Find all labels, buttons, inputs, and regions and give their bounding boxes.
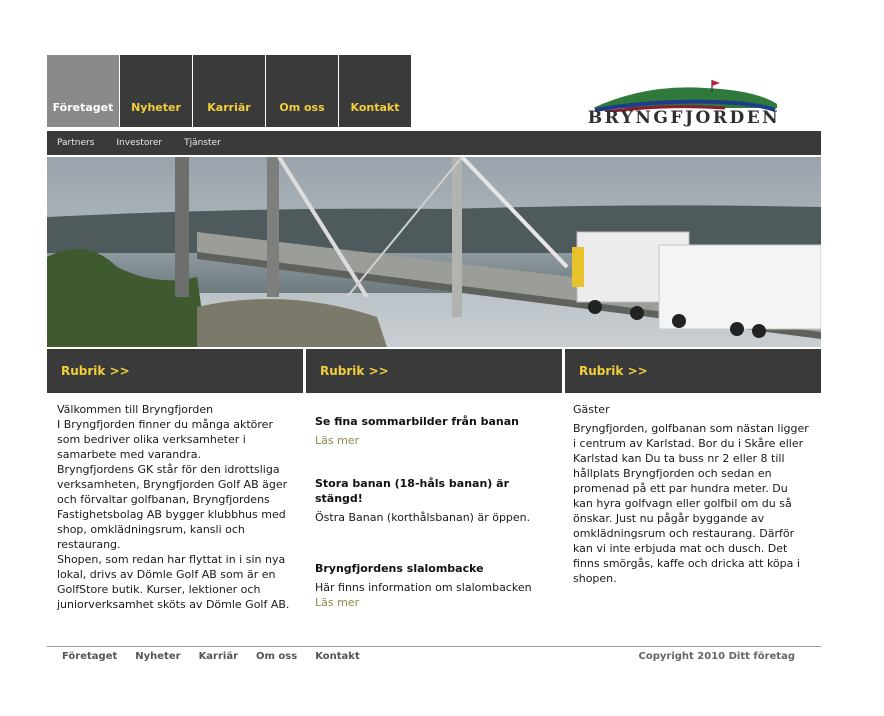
guests-heading: Gäster <box>573 403 610 416</box>
logo-text: BRYNGFJORDEN <box>587 108 781 128</box>
read-more-link-1[interactable]: Läs mer <box>315 434 360 447</box>
news-title-2[interactable]: Stora banan (18-håls banan) är stängd! <box>315 477 510 505</box>
tab-karriar[interactable]: Karriär <box>193 55 265 127</box>
news-text-3: Här finns information om slalombacken <box>315 581 532 594</box>
column-header-3[interactable]: Rubrik >> <box>565 349 821 393</box>
welcome-line-4: Shopen, som redan har flyttat in i sin nya lokal, drivs av Dömle Golf AB som är en GolfStore butik. Kurser, lektioner och juniorverksamhet sköts av Dömle Golf AB. <box>57 553 290 611</box>
news-item <box>315 561 555 610</box>
footer-link-kontakt[interactable]: Kontakt <box>315 651 360 662</box>
column-header-1[interactable]: Rubrik >> <box>47 349 303 393</box>
footer-link-om-oss[interactable]: Om oss <box>256 651 298 662</box>
sub-nav <box>47 131 821 155</box>
news-item <box>315 414 555 448</box>
bridge-truck-photo <box>47 157 821 347</box>
footer-divider <box>47 646 821 647</box>
news-title-3[interactable]: Bryngfjordens slalombacke <box>315 562 484 575</box>
news-title-1[interactable]: Se fina sommarbilder från banan <box>315 415 520 428</box>
welcome-line-2: I Bryngfjorden finner du många aktörer som bedriver olika verksamheter i samarbete med varandra. <box>57 418 273 461</box>
footer-nav <box>62 651 378 662</box>
guests-column <box>573 402 811 586</box>
footer-link-foretaget[interactable]: Företaget <box>62 651 118 662</box>
tab-kontakt[interactable]: Kontakt <box>339 55 411 127</box>
news-item <box>315 476 555 525</box>
column-header-2[interactable]: Rubrik >> <box>306 349 562 393</box>
welcome-line-1: Välkommen till Bryngfjorden <box>57 403 214 416</box>
footer-link-karriar[interactable]: Karriär <box>198 651 239 662</box>
news-column <box>315 414 555 610</box>
footer-link-nyheter[interactable]: Nyheter <box>135 651 181 662</box>
logo[interactable] <box>585 78 783 130</box>
tab-nyheter[interactable]: Nyheter <box>120 55 192 127</box>
news-text-2: Östra Banan (korthålsbanan) är öppen. <box>315 511 531 524</box>
hero-image <box>47 157 821 347</box>
guests-text: Bryngfjorden, golfbanan som nästan ligger i centrum av Karlstad. Bor du i Skåre eller Karlstad kan Du ta buss nr 2 eller 8 till hållplats Bryngfjorden och sedan en promenad på ett par hundra meter. Du kan hyra golfvagn eller golfbil om du så önskar. Just nu pågår byggande av omklädningsrum och restaurang. Därför kan vi inte erbjuda mat och dusch. Det finns smörgås, kaffe och dricka att köpa i shopen. <box>573 422 809 585</box>
read-more-link-3[interactable]: Läs mer <box>315 596 360 609</box>
golf-hill-icon <box>585 78 783 112</box>
tab-om-oss[interactable]: Om oss <box>266 55 338 127</box>
welcome-column <box>57 402 297 612</box>
tab-foretaget[interactable]: Företaget <box>47 55 119 127</box>
subnav-tjanster[interactable]: Tjänster <box>184 138 221 148</box>
copyright-text: Copyright 2010 Ditt företag <box>638 651 795 662</box>
main-nav <box>47 55 412 127</box>
subnav-partners[interactable]: Partners <box>57 138 95 148</box>
subnav-investorer[interactable]: Investorer <box>116 138 163 148</box>
welcome-line-3: Bryngfjordens GK står för den idrottsliga verksamheten, Bryngfjorden Golf AB äger och förvaltar golfbanan, Bryngfjordens Fastighetsbolag AB bygger klubbhus med shop, omklädningsrum, kansli och restaurang. <box>57 463 288 551</box>
